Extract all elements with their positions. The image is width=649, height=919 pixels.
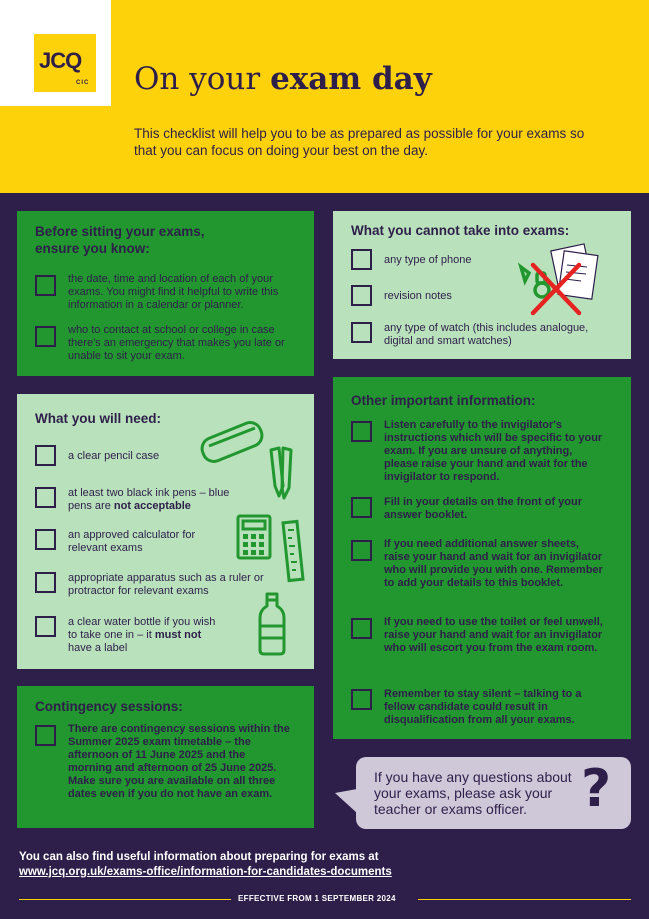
pencil-case-icon — [197, 416, 269, 468]
item-text: at least two black ink pens – blue pens are not acceptable — [68, 487, 230, 512]
header — [0, 0, 649, 193]
item-text: If you need additional answer sheets, raise your hand and wait for an invigilator who will provide you with one. Remember to add your details to this booklet. — [384, 538, 603, 589]
calculator-icon — [236, 514, 272, 560]
logo-area — [0, 0, 111, 106]
checkbox[interactable] — [35, 529, 56, 550]
help-bubble — [356, 757, 631, 829]
before-card — [17, 211, 314, 376]
item-text: There are contingency sessions within the Summer 2025 exam timetable – the afternoon of 11 June 2025 and the morning and afternoon of 25 June 2025. Make sure you are available on all three dates even if you do not have an exam. — [68, 723, 290, 800]
footer-link[interactable]: www.jcq.org.uk/exams-office/information-for-candidates-documents — [19, 866, 392, 878]
item-text: any type of watch (this includes analogue, digital and smart watches) — [384, 322, 589, 347]
footer-info: You can also find useful information about preparing for exams at — [19, 851, 379, 863]
intro-text: This checklist will help you to be as prepared as possible for your exams so that you can focus on doing your best on the day. — [134, 126, 585, 158]
item-text: revision notes — [384, 290, 452, 302]
jcq-logo[interactable] — [34, 34, 96, 92]
page-title — [134, 61, 432, 97]
item-text: Fill in your details on the front of your answer booklet. — [384, 496, 582, 521]
checkbox[interactable] — [351, 285, 372, 306]
item-text: an approved calculator for relevant exams — [68, 529, 196, 554]
checkbox[interactable] — [35, 326, 56, 347]
item-text: If you need to use the toilet or feel unwell, raise your hand and wait for an invigilator who will escort you from the exam room. — [384, 616, 603, 654]
ruler-icon — [282, 520, 304, 582]
checkbox[interactable] — [351, 322, 372, 343]
checkbox[interactable] — [351, 540, 372, 561]
checkbox[interactable] — [35, 725, 56, 746]
checkbox[interactable] — [35, 275, 56, 296]
item-text: a clear water bottle if you wish to take one in – it must not have a label — [68, 616, 216, 654]
other-card — [333, 377, 631, 739]
item-text: Listen carefully to the invigilator's instructions which will be specific to your exam. If you are unsure of anything, please raise your hand and wait for the invigilator to respond. — [384, 419, 603, 483]
checkbox[interactable] — [351, 497, 372, 518]
question-mark-icon: ? — [581, 759, 612, 819]
item-text: Remember to stay silent – talking to a fellow candidate could result in disqualification from all your exams. — [384, 688, 582, 726]
divider-right — [418, 899, 631, 900]
checkbox[interactable] — [351, 249, 372, 270]
logo-text: JCQ — [39, 48, 82, 73]
item-text: any type of phone — [384, 254, 472, 266]
checkbox[interactable] — [351, 421, 372, 442]
need-card — [17, 394, 314, 669]
checkbox[interactable] — [35, 445, 56, 466]
item-text: appropriate apparatus such as a ruler or protractor for relevant exams — [68, 572, 264, 597]
title-emphasis: exam day — [270, 61, 432, 97]
checkbox[interactable] — [35, 487, 56, 508]
item-text: the date, time and location of each of your exams. You might find it helpful to write this information in a calendar or planner. — [68, 273, 279, 311]
speech-bubble-tail — [335, 781, 357, 813]
other-heading: Other important information: — [351, 393, 536, 408]
item-text: a clear pencil case — [68, 450, 160, 462]
divider-left — [19, 899, 231, 900]
help-text: If you have any questions about your exams, please ask your teacher or exams officer. — [374, 769, 572, 817]
pens-icon — [267, 444, 297, 502]
cannot-card — [333, 211, 631, 359]
water-bottle-icon — [257, 592, 287, 656]
checkbox[interactable] — [351, 689, 372, 710]
checkbox[interactable] — [35, 572, 56, 593]
before-heading: Before sitting your exams, ensure you know: — [35, 224, 205, 256]
need-heading: What you will need: — [35, 411, 162, 426]
contingency-card — [17, 686, 314, 828]
logo-subtext: CIC — [76, 80, 90, 86]
checkbox[interactable] — [35, 616, 56, 637]
contingency-heading: Contingency sessions: — [35, 699, 183, 714]
title-prefix: On your — [134, 61, 271, 97]
checkbox[interactable] — [351, 618, 372, 639]
effective-date: EFFECTIVE FROM 1 SEPTEMBER 2024 — [238, 894, 396, 903]
item-text: who to contact at school or college in case there's an emergency that makes you late or unable to sit your exam. — [68, 324, 285, 362]
prohibited-items-icon — [517, 243, 607, 319]
cannot-heading: What you cannot take into exams: — [351, 223, 570, 238]
